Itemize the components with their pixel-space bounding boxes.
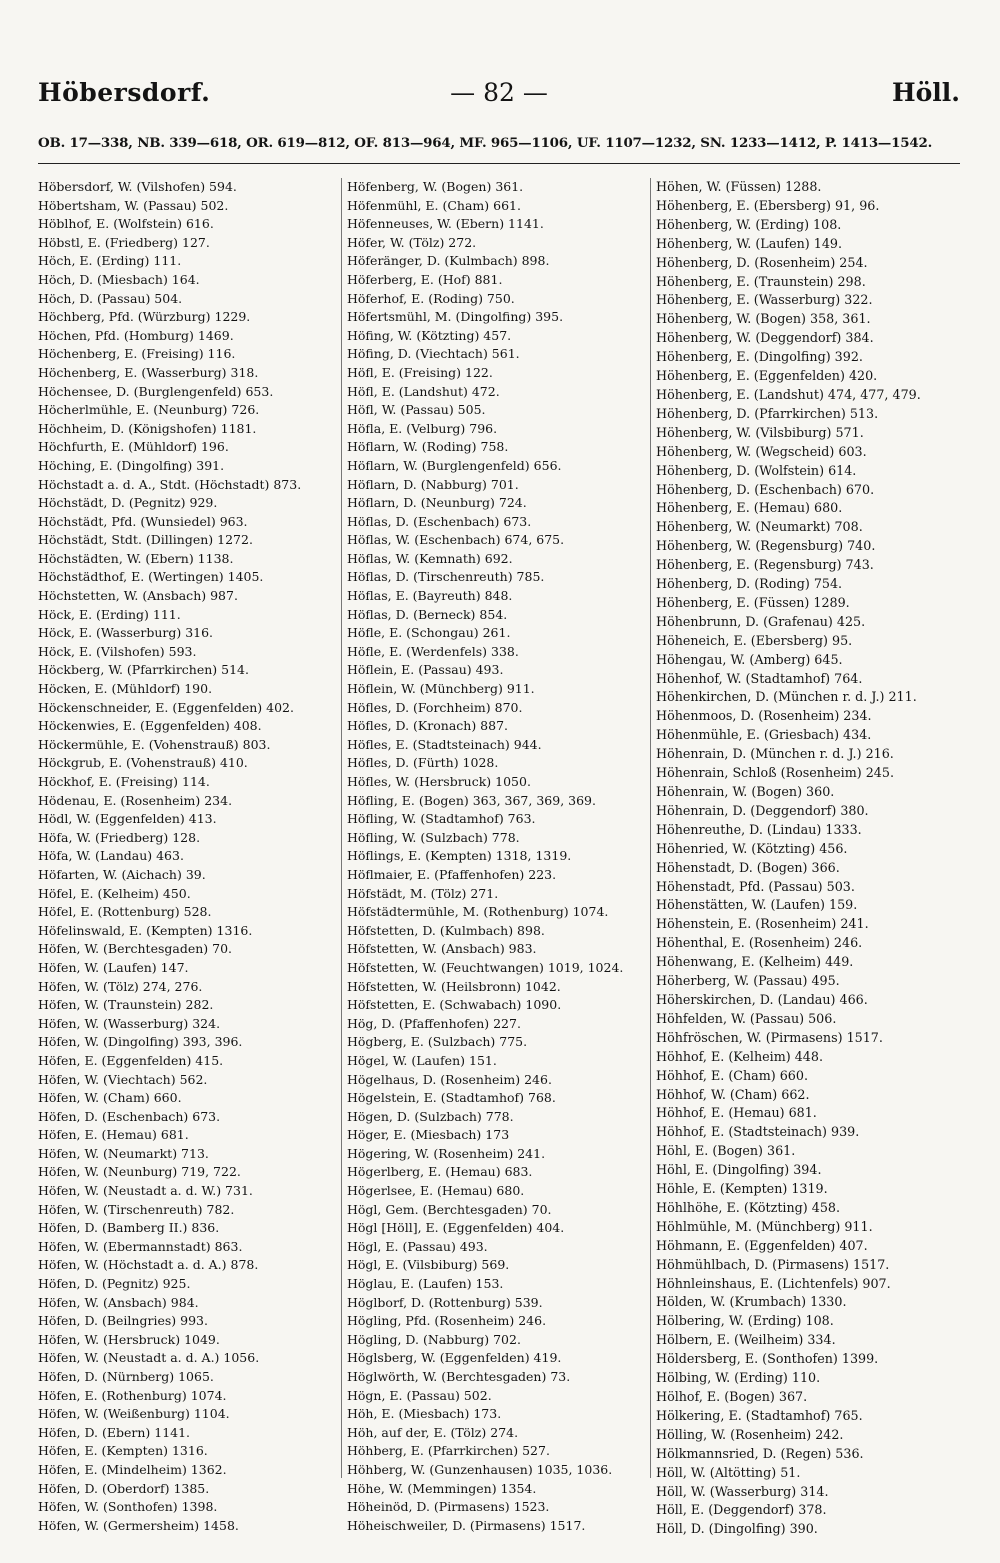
index-entry: Höhenberg, W. (Bogen) 358, 361. (656, 311, 871, 327)
index-entry: Höhenberg, E. (Ebersberg) 91, 96. (656, 197, 880, 213)
index-entry: Höfen, W. (Wasserburg) 324. (38, 1015, 221, 1031)
index-entry: Höfling, W. (Stadtamhof) 763. (347, 811, 536, 827)
index-entry: Höfen, W. (Tölz) 274, 276. (38, 978, 203, 994)
index-entry: Höchenberg, E. (Wasserburg) 318. (38, 364, 259, 380)
index-entry: Höfen, W. (Berchtesgaden) 70. (38, 941, 233, 957)
index-entry: Höhenberg, D. (Rosenheim) 254. (656, 254, 868, 270)
index-entry: Hödenau, E. (Rosenheim) 234. (38, 792, 233, 808)
index-entry: Höfen, D. (Pegnitz) 925. (38, 1276, 191, 1292)
index-entry: Höglborf, D. (Rottenburg) 539. (347, 1294, 543, 1310)
index-entry: Höglsberg, W. (Eggenfelden) 419. (347, 1350, 562, 1366)
index-entry: Höhenberg, D. (Wolfstein) 614. (656, 462, 857, 478)
index-entry: Höglwörth, W. (Berchtesgaden) 73. (347, 1369, 571, 1384)
index-entry: Höherberg, W. (Passau) 495. (656, 973, 840, 989)
index-entry: Höfen, D. (Bamberg II.) 836. (38, 1220, 220, 1236)
index-entry: Höglau, E. (Laufen) 153. (347, 1276, 504, 1292)
index-entry: Höll, W. (Altötting) 51. (656, 1464, 801, 1480)
index-entry: Höhfröschen, W. (Pirmasens) 1517. (656, 1029, 883, 1045)
index-entry: Höfstetten, W. (Heilsbronn) 1042. (347, 978, 561, 994)
page-number: — 82 — (450, 78, 548, 107)
index-entry: Höfstetten, D. (Kulmbach) 898. (347, 922, 545, 938)
index-entry: Höbersdorf, W. (Vilshofen) 594. (38, 179, 237, 194)
index-entry: Höfstetten, W. (Ansbach) 983. (347, 941, 537, 957)
index-entry: Höhenberg, W. (Vilsbiburg) 571. (656, 424, 864, 440)
index-entry: Höferhof, E. (Roding) 750. (347, 290, 515, 306)
index-entry: Höflas, D. (Tirschenreuth) 785. (347, 569, 545, 585)
index-entry: Höherskirchen, D. (Landau) 466. (656, 991, 868, 1007)
index-entry: Höflas, D. (Berneck) 854. (347, 606, 508, 622)
index-entry: Höchstädt, D. (Pegnitz) 929. (38, 495, 218, 511)
index-entry: Höhhof, E. (Hemau) 681. (656, 1105, 817, 1121)
index-entry: Höfstetten, E. (Schwabach) 1090. (347, 997, 562, 1013)
index-entry: Höhenberg, E. (Dingolfing) 392. (656, 349, 863, 365)
index-entry: Höflas, D. (Eschenbach) 673. (347, 513, 532, 529)
index-entry: Höfa, W. (Landau) 463. (38, 848, 184, 864)
index-entry: Höll, D. (Dingolfing) 390. (656, 1521, 818, 1537)
index-entry: Höhenrain, D. (München r. d. J.) 216. (656, 746, 894, 762)
index-entry: Högn, E. (Passau) 502. (347, 1387, 492, 1403)
index-entry: Höhmühlbach, D. (Pirmasens) 1517. (656, 1256, 890, 1272)
index-entry: Höchstadt a. d. A., Stdt. (Höchstadt) 873. (38, 476, 302, 492)
index-entry: Höblhof, E. (Wolfstein) 616. (38, 216, 214, 232)
index-entry: Höhenkirchen, D. (München r. d. J.) 211. (656, 689, 917, 705)
index-entry: Höcken, E. (Mühldorf) 190. (38, 681, 213, 697)
index-entry: Höhenried, W. (Kötzting) 456. (656, 840, 848, 856)
index-entry: Höfen, W. (Tirschenreuth) 782. (38, 1201, 235, 1217)
index-entry: Höchheim, D. (Königshofen) 1181. (38, 420, 257, 436)
index-entry: Höchstetten, W. (Ansbach) 987. (38, 588, 238, 604)
index-entry: Höchstädt, Pfd. (Wunsiedel) 963. (38, 513, 248, 529)
index-entry: Höfen, W. (Germersheim) 1458. (38, 1517, 239, 1533)
index-entry: Höhlhöhe, E. (Kötzting) 458. (656, 1199, 841, 1215)
index-entry: Höcherlmühle, E. (Neunburg) 726. (38, 402, 260, 418)
index-entry: Höfelinswald, E. (Kempten) 1316. (38, 922, 253, 938)
index-entry: Högerlsee, E. (Hemau) 680. (347, 1183, 525, 1199)
index-entry: Höfen, W. (Hersbruck) 1049. (38, 1331, 220, 1347)
index-entry: Höfen, D. (Eschenbach) 673. (38, 1108, 221, 1124)
index-entry: Höbertsham, W. (Passau) 502. (38, 197, 229, 213)
index-entry: Högelhaus, D. (Rosenheim) 246. (347, 1071, 552, 1087)
index-entry: Höhenberg, W. (Erding) 108. (656, 216, 842, 232)
index-entry: Höfles, W. (Hersbruck) 1050. (347, 774, 531, 789)
index-entry: Högling, D. (Nabburg) 702. (347, 1331, 521, 1347)
index-entry: Hölhof, E. (Bogen) 367. (656, 1389, 808, 1404)
index-entry: Höhenhof, W. (Stadtamhof) 764. (656, 670, 863, 686)
index-entry: Hölden, W. (Krumbach) 1330. (656, 1294, 847, 1310)
index-entry: Höflein, E. (Passau) 493. (347, 662, 504, 678)
index-entry: Höchstädthof, E. (Wertingen) 1405. (38, 569, 264, 585)
index-entry: Höfel, E. (Kelheim) 450. (38, 885, 191, 901)
index-entry: Höfen, W. (Traunstein) 282. (38, 997, 214, 1013)
index-entry: Högl, E. (Passau) 493. (347, 1238, 488, 1254)
index-entry: Höfles, D. (Forchheim) 870. (347, 699, 523, 715)
index-entry: Höfenneuses, W. (Ebern) 1141. (347, 216, 544, 232)
index-entry: Höhenberg, W. (Wegscheid) 603. (656, 443, 867, 459)
index-entry: Höfen, W. (Neunburg) 719, 722. (38, 1164, 241, 1180)
index-entry: Höhenstein, E. (Rosenheim) 241. (656, 916, 869, 932)
index-entry: Höhenrain, D. (Deggendorf) 380. (656, 802, 869, 818)
district-range-legend: OB. 17—338, NB. 339—618, OR. 619—812, OF. 813—964, MF. 965—1106, UF. 1107—1232, SN. 1233—1412, P. 1413—1542. (38, 135, 933, 151)
index-entry: Höfles, E. (Stadtsteinach) 944. (347, 736, 542, 752)
index-entry: Höfel, E. (Rottenburg) 528. (38, 904, 212, 920)
index-entry: Höckgrub, E. (Vohenstrauß) 410. (38, 755, 248, 771)
index-entry: Höhle, E. (Kempten) 1319. (656, 1181, 828, 1197)
index-entry: Höhen, W. (Füssen) 1288. (656, 179, 822, 194)
index-entry: Höflarn, W. (Burglengenfeld) 656. (347, 457, 562, 473)
index-entry: Högen, D. (Sulzbach) 778. (347, 1108, 514, 1124)
index-entry: Höfling, E. (Bogen) 363, 367, 369, 369. (347, 792, 596, 808)
index-entry: Höhenberg, E. (Eggenfelden) 420. (656, 368, 878, 384)
index-entry: Höhenstadt, D. (Bogen) 366. (656, 859, 840, 875)
index-entry: Höhenberg, E. (Hemau) 680. (656, 500, 843, 516)
index-entry: Höckberg, W. (Pfarrkirchen) 514. (38, 662, 249, 678)
index-entry: Höhenbrunn, D. (Grafenau) 425. (656, 613, 866, 629)
index-entry: Höfenmühl, E. (Cham) 661. (347, 197, 521, 213)
index-entry: Höhenberg, D. (Eschenbach) 670. (656, 481, 875, 497)
index-entry: Höhenrain, Schloß (Rosenheim) 245. (656, 765, 894, 781)
index-entry: Höck, E. (Erding) 111. (38, 606, 181, 622)
index-entry: Höhenstätten, W. (Laufen) 159. (656, 897, 858, 913)
index-entry: Höchensee, D. (Burglengenfeld) 653. (38, 383, 274, 399)
index-entry: Höhengau, W. (Amberg) 645. (656, 651, 843, 667)
index-entry: Höfla, E. (Velburg) 796. (347, 420, 498, 436)
index-entry: Höhenberg, D. (Roding) 754. (656, 576, 843, 592)
index-entry: Höfle, E. (Werdenfels) 338. (347, 643, 519, 659)
index-entry: Höfen, D. (Nürnberg) 1065. (38, 1369, 214, 1384)
index-entry: Högelstein, E. (Stadtamhof) 768. (347, 1090, 556, 1106)
index-entry: Höchfurth, E. (Mühldorf) 196. (38, 439, 229, 455)
index-entry: Höfenberg, W. (Bogen) 361. (347, 179, 524, 194)
index-entry: Höhenstadt, Pfd. (Passau) 503. (656, 878, 855, 894)
index-entry: Högling, Pfd. (Rosenheim) 246. (347, 1313, 547, 1329)
index-entry: Höckenwies, E. (Eggenfelden) 408. (38, 718, 262, 734)
index-entry: Höbstl, E. (Friedberg) 127. (38, 234, 210, 250)
index-entry: Hödl, W. (Eggenfelden) 413. (38, 811, 217, 827)
index-entry: Höchenberg, E. (Freising) 116. (38, 346, 236, 362)
index-entry: Höhenmühle, E. (Griesbach) 434. (656, 727, 872, 743)
index-entry: Höll, W. (Wasserburg) 314. (656, 1483, 829, 1499)
index-entry: Höflarn, D. (Nabburg) 701. (347, 476, 519, 492)
index-entry: Höfen, D. (Oberdorf) 1385. (38, 1480, 210, 1496)
index-entry: Höfen, W. (Ansbach) 984. (38, 1294, 199, 1310)
index-entry: Hög, D. (Pfaffenhofen) 227. (347, 1015, 521, 1031)
page-header (38, 78, 960, 118)
index-entry: Höhenberg, E. (Traunstein) 298. (656, 273, 866, 289)
index-entry: Höflas, E. (Bayreuth) 848. (347, 588, 513, 604)
index-entry: Högerlberg, E. (Hemau) 683. (347, 1164, 533, 1180)
index-entry: Höfa, W. (Friedberg) 128. (38, 829, 201, 845)
index-entry: Höhenberg, W. (Laufen) 149. (656, 235, 843, 251)
index-entry: Höfen, W. (Cham) 660. (38, 1090, 182, 1106)
index-entry: Höfen, W. (Höchstadt a. d. A.) 878. (38, 1257, 259, 1273)
index-entry: Höheischweiler, D. (Pirmasens) 1517. (347, 1517, 586, 1533)
index-entry: Höch, E. (Erding) 111. (38, 253, 182, 269)
index-entry: Hölbing, W. (Erding) 110. (656, 1370, 821, 1386)
index-entry: Höfen, E. (Hemau) 681. (38, 1127, 189, 1143)
index-entry: Höflas, W. (Kemnath) 692. (347, 550, 513, 566)
index-entry: Höflein, W. (Münchberg) 911. (347, 681, 535, 697)
index-entry: Höhenmoos, D. (Rosenheim) 234. (656, 708, 872, 724)
index-entry: Höhenberg, W. (Neumarkt) 708. (656, 519, 863, 535)
index-entry: Höfl, E. (Freising) 122. (347, 364, 493, 380)
index-entry: Höfle, E. (Schongau) 261. (347, 625, 511, 641)
index-entry: Höfling, W. (Sulzbach) 778. (347, 829, 520, 845)
index-entry: Höhl, E. (Bogen) 361. (656, 1143, 796, 1159)
index-entry: Höhenwang, E. (Kelheim) 449. (656, 954, 854, 970)
index-entry: Höh, E. (Miesbach) 173. (347, 1406, 502, 1422)
index-column-2 (347, 178, 652, 1535)
running-head-left: Höbersdorf. (38, 78, 211, 107)
index-entry: Höhenberg, E. (Wasserburg) 322. (656, 292, 873, 308)
index-entry: Höfing, W. (Kötzting) 457. (347, 327, 512, 343)
index-entry: Höfen, W. (Neustadt a. d. W.) 731. (38, 1183, 253, 1199)
index-entry: Höflarn, D. (Neunburg) 724. (347, 495, 527, 511)
index-entry: Höfen, E. (Mindelheim) 1362. (38, 1461, 227, 1477)
index-entry: Högel, W. (Laufen) 151. (347, 1052, 497, 1068)
index-entry: Högl, Gem. (Berchtesgaden) 70. (347, 1201, 552, 1217)
index-entry: Höhenberg, E. (Landshut) 474, 477, 479. (656, 386, 921, 402)
index-entry: Höldersberg, E. (Sonthofen) 1399. (656, 1351, 879, 1367)
index-entry: Höfles, D. (Kronach) 887. (347, 718, 508, 734)
index-entry: Höfen, D. (Beilngries) 993. (38, 1313, 208, 1329)
index-entry: Höhberg, W. (Gunzenhausen) 1035, 1036. (347, 1461, 613, 1477)
index-entry: Höhhof, E. (Kelheim) 448. (656, 1048, 823, 1064)
index-entry: Höfstetten, W. (Feuchtwangen) 1019, 1024. (347, 959, 624, 975)
index-entry: Höfles, D. (Fürth) 1028. (347, 755, 499, 771)
index-entry: Höfarten, W. (Aichach) 39. (38, 866, 206, 882)
index-entry: Höfer, W. (Tölz) 272. (347, 234, 477, 250)
index-entry: Höferänger, D. (Kulmbach) 898. (347, 253, 550, 269)
index-entry: Höfen, W. (Neumarkt) 713. (38, 1145, 209, 1161)
index-entry: Höfl, E. (Landshut) 472. (347, 383, 500, 399)
index-entry: Höfen, E. (Kempten) 1316. (38, 1443, 208, 1459)
index-entry: Höhenthal, E. (Rosenheim) 246. (656, 935, 863, 951)
index-entry: Höchberg, Pfd. (Würzburg) 1229. (38, 309, 251, 325)
index-entry: Höhnleinshaus, E. (Lichtenfels) 907. (656, 1275, 891, 1291)
index-entry: Höhmann, E. (Eggenfelden) 407. (656, 1237, 868, 1253)
index-entry: Höfen, W. (Ebermannstadt) 863. (38, 1238, 243, 1254)
index-entry: Höfen, E. (Rothenburg) 1074. (38, 1387, 227, 1403)
index-entry: Höfen, E. (Eggenfelden) 415. (38, 1052, 224, 1068)
index-entry: Hölkering, E. (Stadtamhof) 765. (656, 1407, 863, 1423)
index-entry: Högl [Höll], E. (Eggenfelden) 404. (347, 1220, 565, 1236)
index-entry: Höfl, W. (Passau) 505. (347, 402, 486, 418)
index-entry: Höhenreuthe, D. (Lindau) 1333. (656, 821, 862, 837)
index-entry: Höckhof, E. (Freising) 114. (38, 774, 210, 789)
index-entry: Höckermühle, E. (Vohenstrauß) 803. (38, 736, 271, 752)
index-entry: Höger, E. (Miesbach) 173 (347, 1127, 510, 1143)
index-entry: Hölbern, E. (Weilheim) 334. (656, 1332, 836, 1348)
index-entry: Höfen, W. (Sonthofen) 1398. (38, 1499, 218, 1515)
index-entry: Höchen, Pfd. (Homburg) 1469. (38, 327, 234, 343)
index-entry: Höflings, E. (Kempten) 1318, 1319. (347, 848, 572, 864)
index-entry: Höfen, W. (Viechtach) 562. (38, 1071, 208, 1087)
index-column-1 (38, 178, 343, 1535)
index-entry: Höhenrain, W. (Bogen) 360. (656, 784, 835, 799)
index-entry: Högering, W. (Rosenheim) 241. (347, 1145, 546, 1161)
index-entry: Höch, D. (Passau) 504. (38, 290, 183, 306)
index-entry: Högberg, E. (Sulzbach) 775. (347, 1034, 528, 1050)
index-column-3 (656, 178, 956, 1539)
index-entry: Höhenberg, E. (Füssen) 1289. (656, 594, 850, 610)
index-entry: Höflarn, W. (Roding) 758. (347, 439, 509, 455)
index-entry: Höll, E. (Deggendorf) 378. (656, 1502, 827, 1518)
index-entry: Höhenberg, D. (Pfarrkirchen) 513. (656, 405, 879, 421)
index-entry: Hölkmannsried, D. (Regen) 536. (656, 1445, 864, 1461)
index-entry: Hölling, W. (Rosenheim) 242. (656, 1426, 844, 1442)
index-entry: Höhenberg, W. (Regensburg) 740. (656, 538, 876, 554)
index-entry: Höfen, W. (Dingolfing) 393, 396. (38, 1034, 243, 1050)
index-entry: Höhl, E. (Dingolfing) 394. (656, 1162, 822, 1178)
index-entry: Höhhof, E. (Cham) 660. (656, 1067, 808, 1083)
index-entry: Höhfelden, W. (Passau) 506. (656, 1010, 837, 1026)
index-entry: Höck, E. (Wasserburg) 316. (38, 625, 214, 641)
index-entry: Höchstädt, Stdt. (Dillingen) 1272. (38, 532, 253, 548)
index-entry: Höfstädt, M. (Tölz) 271. (347, 885, 499, 901)
running-head-right: Höll. (892, 78, 960, 107)
index-entry: Höflas, W. (Eschenbach) 674, 675. (347, 532, 565, 548)
index-entry: Höfing, D. (Viechtach) 561. (347, 346, 520, 362)
index-entry: Höh, auf der, E. (Tölz) 274. (347, 1424, 519, 1440)
index-entry: Höhenberg, E. (Regensburg) 743. (656, 557, 874, 573)
index-entry: Höheneich, E. (Ebersberg) 95. (656, 632, 853, 648)
index-entry: Höfen, W. (Neustadt a. d. A.) 1056. (38, 1350, 260, 1366)
index-entry: Höfen, W. (Laufen) 147. (38, 959, 189, 975)
index-entry: Höhlmühle, M. (Münchberg) 911. (656, 1218, 873, 1234)
index-entry: Höhberg, E. (Pfarrkirchen) 527. (347, 1443, 550, 1459)
index-entry: Höhenberg, W. (Deggendorf) 384. (656, 330, 874, 346)
index-entry: Hölbering, W. (Erding) 108. (656, 1313, 834, 1329)
index-entry: Höfen, W. (Weißenburg) 1104. (38, 1406, 230, 1422)
index-entry: Höching, E. (Dingolfing) 391. (38, 457, 225, 473)
index-entry: Höfen, D. (Ebern) 1141. (38, 1424, 191, 1440)
index-entry: Höfstädtermühle, M. (Rothenburg) 1074. (347, 904, 609, 920)
index-entry: Höflmaier, E. (Pfaffenhofen) 223. (347, 866, 557, 882)
index-entry: Höck, E. (Vilshofen) 593. (38, 643, 197, 659)
index-entry: Höch, D. (Miesbach) 164. (38, 271, 200, 287)
index-entry: Höheinöd, D. (Pirmasens) 1523. (347, 1499, 550, 1515)
index-entry: Höckenschneider, E. (Eggenfelden) 402. (38, 699, 294, 715)
header-rule (38, 163, 960, 164)
index-entry: Höhhof, W. (Cham) 662. (656, 1086, 810, 1102)
index-entry: Höhhof, E. (Stadtsteinach) 939. (656, 1124, 860, 1140)
index-entry: Höchstädten, W. (Ebern) 1138. (38, 550, 234, 566)
index-entry: Höfertsmühl, M. (Dingolfing) 395. (347, 309, 564, 325)
index-entry: Högl, E. (Vilsbiburg) 569. (347, 1257, 510, 1273)
index-entry: Höhe, W. (Memmingen) 1354. (347, 1480, 537, 1496)
index-entry: Höferberg, E. (Hof) 881. (347, 271, 503, 287)
